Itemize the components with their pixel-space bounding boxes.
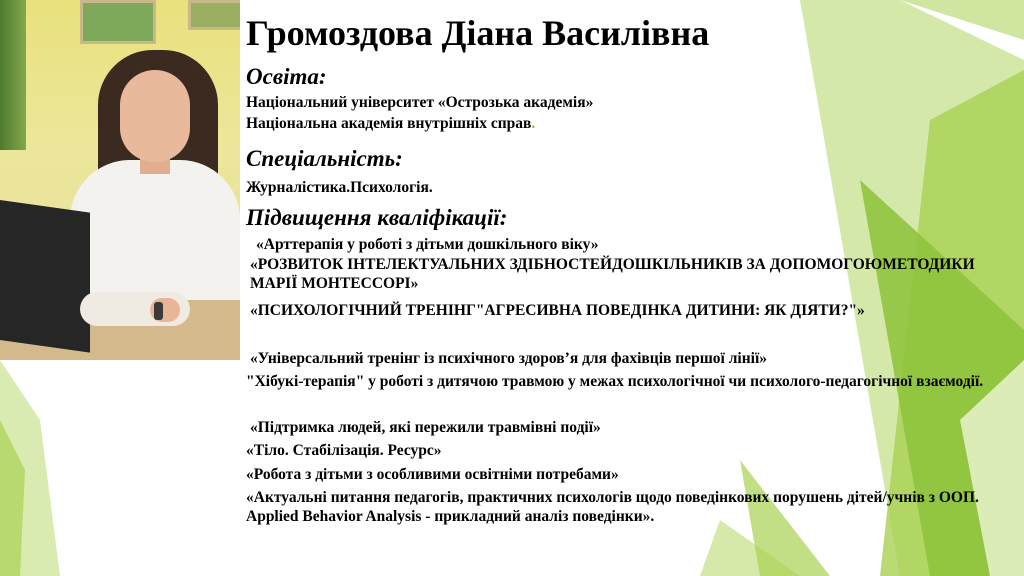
education-heading: Освіта: <box>246 64 327 89</box>
page-title: Громоздова Діана Василівна <box>246 13 710 53</box>
qualification-item: "Хібукі-терапія" у роботі з дитячою травмою у межах психологічної чи психолого-педагогічної взаємодії. <box>246 373 984 390</box>
education-item: Національний університет «Острозька академія» <box>246 94 594 111</box>
photo-plant <box>0 0 26 150</box>
portrait-photo <box>0 0 240 360</box>
qualification-item: «Універсальний тренінг із психічного здоров’я для фахівців першої лінії» <box>250 350 768 367</box>
education-item-dot: . <box>531 115 536 132</box>
education-item <box>246 114 535 133</box>
qualification-item: «Актуальні питання педагогів, практичних психологів щодо поведінкових порушень дітей/учнів з ООП. Applied Behavior Analysis - прикладний аналіз поведінки». <box>246 489 979 525</box>
qualification-item: «РОЗВИТОК ІНТЕЛЕКТУАЛЬНИХ ЗДІБНОСТЕЙДОШКІЛЬНИКІВ ЗА ДОПОМОГОЮМЕТОДИКИ МАРІЇ МОНТЕССОРІ» <box>250 256 975 292</box>
qualification-item: «ПСИХОЛОГІЧНИЙ ТРЕНІНГ"АГРЕСИВНА ПОВЕДІНКА ДИТИНИ: ЯК ДІЯТИ?"» <box>250 302 865 319</box>
photo-wall-picture <box>80 0 156 44</box>
qualification-heading: Підвищення кваліфікації: <box>246 205 508 230</box>
specialty-text: Журналістика.Психологія. <box>246 179 433 196</box>
photo-wall-picture-2 <box>188 0 240 30</box>
qualification-item: «Арттерапія у роботі з дітьми дошкільного віку» <box>256 236 599 253</box>
photo-watch <box>154 302 163 320</box>
photo-laptop <box>0 200 90 353</box>
photo-face <box>120 70 190 162</box>
qualification-item: «Тіло. Стабілізація. Ресурс» <box>246 442 442 459</box>
qualification-item: «Підтримка людей, які пережили травмівні події» <box>250 419 601 436</box>
specialty-heading: Спеціальність: <box>246 146 403 171</box>
education-item-text: Національна академія внутрішніх справ <box>246 115 532 132</box>
qualification-item: «Робота з дітьми з особливими освітніми потребами» <box>246 466 619 483</box>
